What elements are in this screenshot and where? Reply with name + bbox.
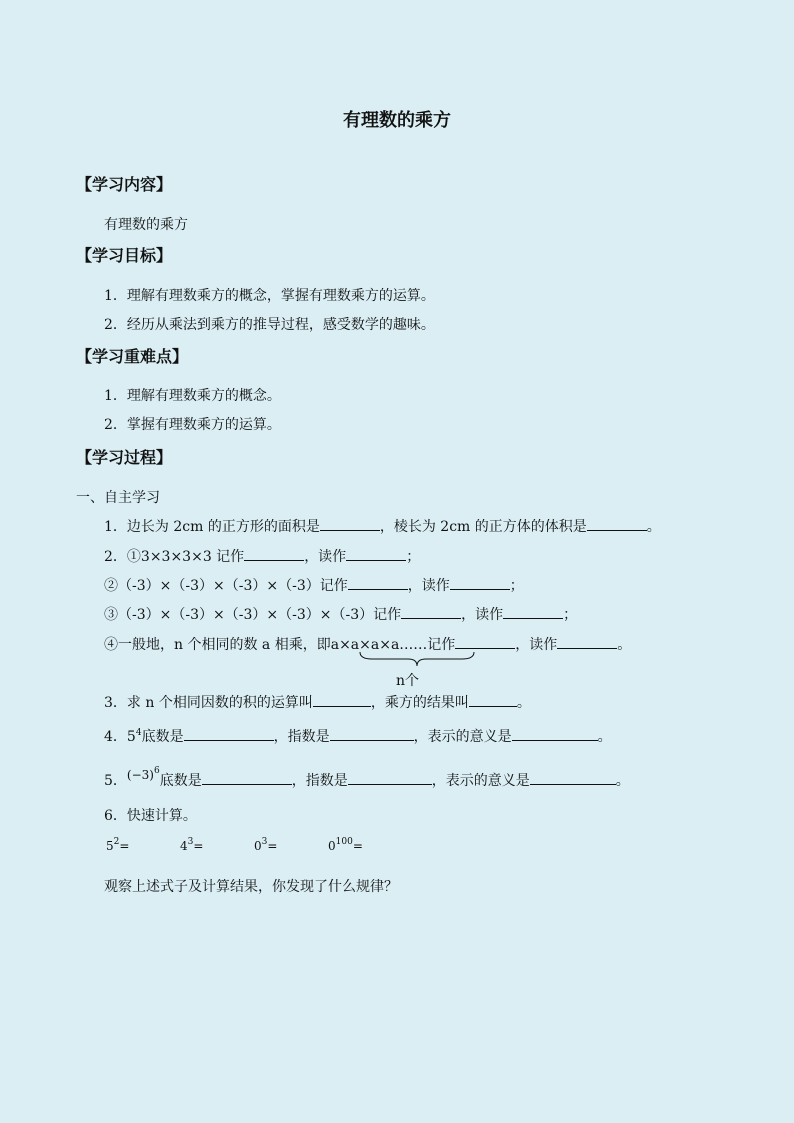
goal-item-1: 1．理解有理数乘方的概念，掌握有理数乘方的运算。 [104, 288, 435, 304]
answer-blank[interactable] [587, 516, 647, 531]
answer-blank[interactable] [348, 770, 432, 785]
answer-blank[interactable] [184, 726, 274, 741]
answer-blank[interactable] [469, 692, 517, 707]
answer-blank[interactable] [346, 546, 406, 561]
question-5: 5．$(-3)^6$底数是 ，指数是 ，表示的意义是 。 [104, 766, 630, 789]
answer-blank[interactable] [313, 692, 371, 707]
content-text: 有理数的乘方 [104, 217, 188, 233]
answer-blank[interactable] [320, 516, 380, 531]
keypoint-item-2: 2．掌握有理数乘方的运算。 [104, 417, 281, 433]
calc-item-2: $4^3=$ [180, 837, 204, 853]
power-expression: $5^4$ [126, 728, 142, 745]
question-2: 2．①3×3×3×3 记作 ，读作 ； [104, 546, 420, 566]
question-2b: ②（-3）×（-3）×（-3）×（-3）记作 ，读作 ； [104, 575, 524, 595]
question-4: 4．$5^4$底数是 ，指数是 ，表示的意义是 。 [104, 728, 612, 745]
calc-item-3: $0^3=$ [254, 837, 278, 853]
answer-blank[interactable] [557, 634, 617, 649]
calc-item-4: $0^{100}=$ [328, 837, 363, 853]
answer-blank[interactable] [244, 546, 304, 561]
answer-blank[interactable] [450, 575, 510, 590]
section-heading-content: 【学习内容】 [76, 175, 173, 194]
section-heading-process: 【学习过程】 [76, 448, 173, 467]
answer-blank[interactable] [330, 726, 414, 741]
answer-blank[interactable] [530, 770, 616, 785]
keypoint-item-1: 1．理解有理数乘方的概念。 [104, 388, 281, 404]
section-heading-keypoints: 【学习重难点】 [76, 347, 189, 366]
question-2d: ④一般地，n 个相同的数 a 相乘，即a×a×a×a……记作 ，读作 。 [104, 634, 631, 654]
answer-blank[interactable] [202, 770, 292, 785]
self-study-heading: 一、自主学习 [76, 490, 160, 506]
answer-blank[interactable] [455, 634, 515, 649]
answer-blank[interactable] [503, 604, 563, 619]
underbrace-label: n个 [396, 673, 420, 689]
answer-blank[interactable] [348, 575, 408, 590]
question-3: 3．求 n 个相同因数的积的运算叫 ，乘方的结果叫 。 [104, 692, 531, 712]
answer-blank[interactable] [512, 726, 598, 741]
question-2c: ③（-3）×（-3）×（-3）×（-3）×（-3）记作 ，读作 ； [104, 604, 577, 624]
product-expression: a×a×a×a…… [330, 637, 428, 653]
power-expression: $(-3)^6$ [126, 766, 160, 782]
underbrace [358, 650, 476, 668]
section-heading-goals: 【学习目标】 [76, 246, 173, 265]
answer-blank[interactable] [401, 604, 461, 619]
page-title: 有理数的乘方 [343, 110, 451, 131]
question-6: 6．快速计算。 [104, 808, 197, 824]
goal-item-2: 2．经历从乘法到乘方的推导过程，感受数学的趣味。 [104, 317, 435, 333]
calc-item-1: $5^2=$ [106, 837, 130, 853]
question-1: 1．边长为 2cm 的正方形的面积是 ，棱长为 2cm 的正方体的体积是 。 [104, 516, 661, 536]
observe-question: 观察上述式子及计算结果，你发现了什么规律？ [104, 879, 398, 895]
